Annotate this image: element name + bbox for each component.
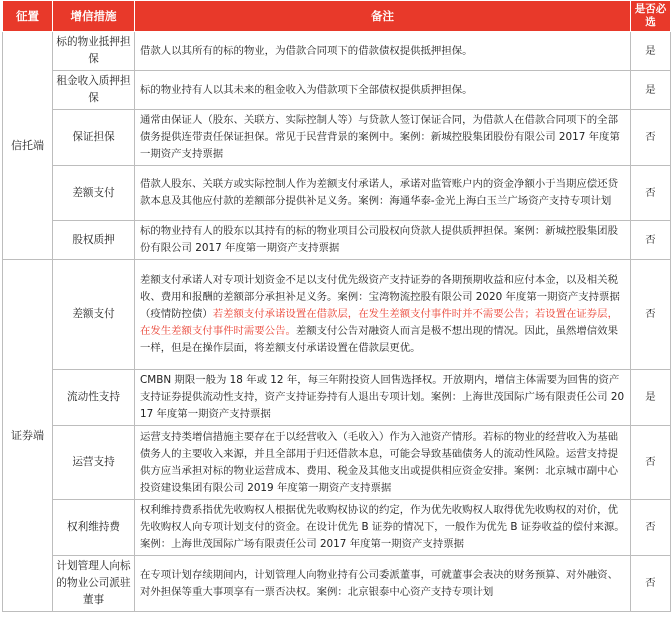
required-cell: 否	[631, 166, 671, 221]
note-cell	[135, 260, 631, 370]
note-cell: 权利维持费系指优先收购权人根据优先收购权协议的约定，作为优先收购权人取得优先收购权的对价，优先收购权人向专项计划支付的资金。在设计优先 B 证券的情况下，一般作为优先 B 证券收益的偿付来源。案例：上海世茂国际广场有限责任公司 2017 年度第一期资产支持票据	[135, 500, 631, 556]
header-required: 是否必选	[631, 1, 671, 32]
measure-cell: 差额支付	[53, 166, 135, 221]
group-trust: 信托端	[3, 32, 53, 260]
table-row	[3, 556, 671, 612]
table-header-row	[3, 1, 671, 32]
credit-enhancement-table	[2, 0, 671, 612]
measure-cell: 保证担保	[53, 110, 135, 166]
required-cell: 否	[631, 556, 671, 612]
measure-cell: 流动性支持	[53, 370, 135, 426]
note-cell: 借款人股东、关联方或实际控制人作为差额支付承诺人，承诺对监管账户内的资金净额小于当期应偿还贷款本息及其他应付款的差额部分提供补足义务。案例：海通华泰-金光上海白玉兰广场资产支持专项计划	[135, 166, 631, 221]
required-cell: 是	[631, 370, 671, 426]
note-highlight: 若差额支付承诺设置在借款层，在发生差额支付事件时并不需要公告；若设置在证券层，在发生差额支付事件时需要公告。	[140, 308, 618, 337]
table-row	[3, 500, 671, 556]
measure-cell: 标的物业抵押担保	[53, 32, 135, 71]
measure-cell: 股权质押	[53, 221, 135, 260]
table-row	[3, 166, 671, 221]
measure-cell: 差额支付	[53, 260, 135, 370]
table-row	[3, 71, 671, 110]
measure-cell: 权利维持费	[53, 500, 135, 556]
note-cell: 在专项计划存续期间内，计划管理人向物业持有公司委派董事，可就董事会表决的财务预算、对外融资、对外担保等重大事项享有一票否决权。案例：北京银泰中心资产支持专项计划	[135, 556, 631, 612]
note-cell: 运营支持类增信措施主要存在于以经营收入（毛收入）作为入池资产情形。若标的物业的经营收入为基础债务人的主要收入来源，并且全部用于归还借款本息，可能会导致基础债务人的流动性风险。运营支持提供方应当承担对标的物业运营成本、费用、税金及其他支出或提供相应资金安排。案例：北京城市副中心投资建设集团有限公司 2019 年度第一期资产支持票据	[135, 426, 631, 500]
required-cell: 是	[631, 71, 671, 110]
header-measure: 增信措施	[53, 1, 135, 32]
note-cell: 标的物业持有人以其未来的租金收入为借款项下全部债权提供质押担保。	[135, 71, 631, 110]
note-text-tail: 差额支付公告对融资人而言是极不想出现的情况。因此，虽然增信效果一样，但是在操作层面，将差额支付承诺设置在借款层更优。	[140, 325, 618, 354]
note-cell: 标的物业持有人的股东以其持有的标的物业项目公司股权向贷款人提供质押担保。案例：新城控股集团股份有限公司 2017 年度第一期资产支持票据	[135, 221, 631, 260]
table-row	[3, 370, 671, 426]
table-row	[3, 260, 671, 370]
table-row	[3, 32, 671, 71]
table-row	[3, 426, 671, 500]
header-position: 征置	[3, 1, 53, 32]
note-text: 差额支付承诺人对专项计划资金不足以支付优先级资产支持证券的各期预期收益和应付本金，以及相关税收、费用和报酬的差额部分承担补足义务。案例：宝湾物流控股有限公司 2020 年度第一期资产支持票据（疫情防控债）	[140, 274, 620, 320]
required-cell: 否	[631, 221, 671, 260]
required-cell: 否	[631, 500, 671, 556]
required-cell: 否	[631, 110, 671, 166]
note-cell: CMBN 期限一般为 18 年或 12 年，每三年附投资人回售选择权。开放期内，增信主体需要为回售的资产支持证券提供流动性支持，资产支持证券持有人退出专项计划。案例：上海世茂国际广场有限责任公司 2017 年度第一期资产支持票据	[135, 370, 631, 426]
header-notes: 备注	[135, 1, 631, 32]
measure-cell: 租金收入质押担保	[53, 71, 135, 110]
measure-cell: 计划管理人向标的物业公司派驻董事	[53, 556, 135, 612]
table-row	[3, 221, 671, 260]
note-cell: 通常由保证人（股东、关联方、实际控制人等）与贷款人签订保证合同，为借款人在借款合同项下的全部债务提供连带责任保证担保。常见于民营背景的案例中。案例：新城控股集团股份有限公司 2017 年度第一期资产支持票据	[135, 110, 631, 166]
required-cell: 是	[631, 32, 671, 71]
note-cell: 借款人以其所有的标的物业，为借款合同项下的借款债权提供抵押担保。	[135, 32, 631, 71]
required-cell: 否	[631, 426, 671, 500]
measure-cell: 运营支持	[53, 426, 135, 500]
table-row	[3, 110, 671, 166]
required-cell: 否	[631, 260, 671, 370]
group-securities: 证券端	[3, 260, 53, 612]
